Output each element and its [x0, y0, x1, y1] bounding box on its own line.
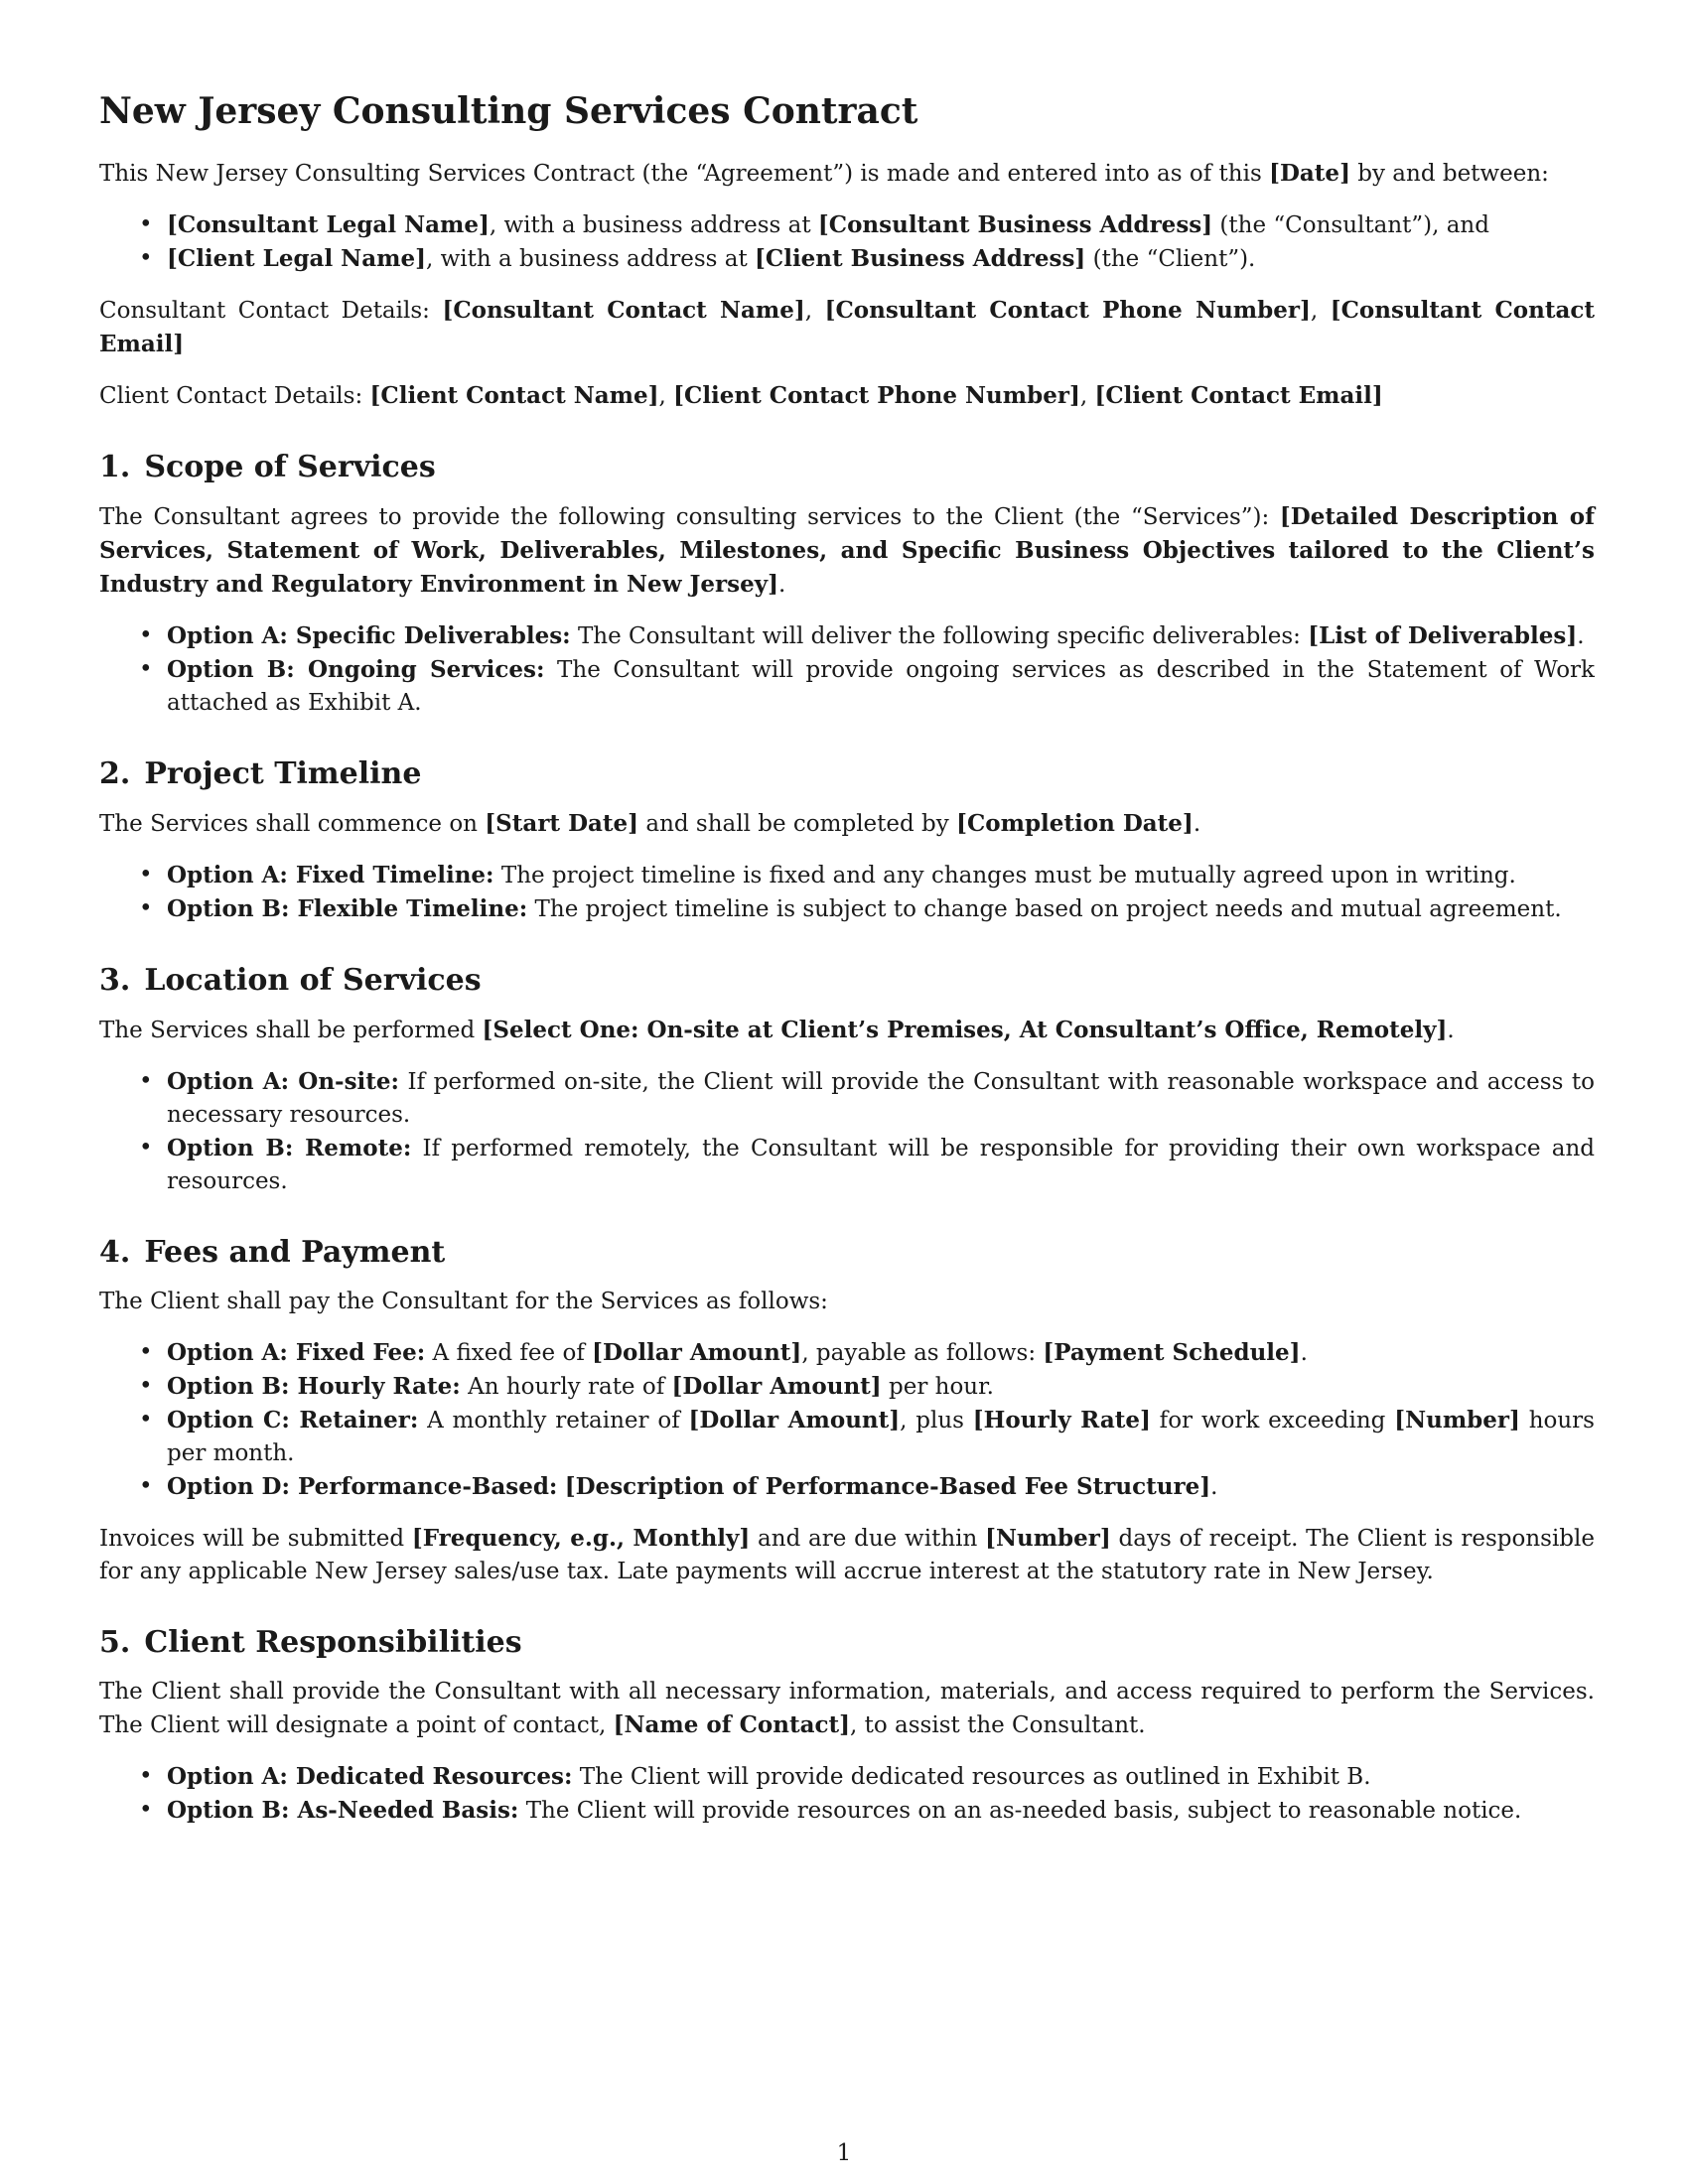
fees-paragraph: The Client shall pay the Consultant for the Services as follows:: [99, 1289, 828, 1314]
scope-options-list: [99, 619, 1595, 720]
option-text: .: [1577, 623, 1585, 649]
option-text: , plus: [900, 1408, 973, 1433]
client-contact-details: [99, 379, 1595, 413]
option-text: An hourly rate of: [460, 1374, 672, 1400]
option-text: for work exceeding: [1150, 1408, 1395, 1433]
option-label: Option D: Performance-Based:: [167, 1473, 558, 1500]
timeline-option-b: [167, 892, 1595, 926]
section-title: Location of Services: [144, 963, 482, 998]
completion-date-placeholder: [Completion Date]: [956, 810, 1194, 837]
option-text: [557, 1474, 564, 1500]
fees-options-list: [99, 1336, 1595, 1504]
client-option-b: [167, 1794, 1595, 1828]
start-date-placeholder: [Start Date]: [485, 810, 639, 837]
intro-text: This New Jersey Consulting Services Contract (the “Agreement”) is made and entered into as of this: [99, 161, 1270, 187]
scope-option-a: [167, 619, 1595, 653]
document-page: [99, 87, 1595, 1845]
paragraph-text: .: [1193, 811, 1201, 837]
timeline-paragraph: [99, 807, 1595, 841]
option-text: A monthly retainer of: [418, 1408, 689, 1433]
date-placeholder: [Date]: [1269, 160, 1350, 187]
dollar-amount-placeholder: [Dollar Amount]: [671, 1373, 882, 1400]
option-text: If performed on-site, the Client will provide the Consultant with reasonable workspace and access to necessary resources.: [167, 1069, 1595, 1128]
location-paragraph: [99, 1014, 1595, 1047]
consultant-address-placeholder: [Consultant Business Address]: [817, 211, 1213, 238]
contact-label: Consultant Contact Details:: [99, 298, 443, 324]
section-title: Project Timeline: [144, 756, 422, 791]
location-options-list: [99, 1065, 1595, 1198]
option-label: Option A: On-site:: [167, 1068, 400, 1095]
paragraph-text: and are due within: [750, 1526, 986, 1552]
party-text: (the “Consultant”), and: [1212, 212, 1489, 238]
option-text: .: [1210, 1474, 1218, 1500]
paragraph-text: days of receipt. The Client is responsible for any applicable New Jersey sales/use tax. Late payments will accrue interest at the statutory rate in New Jersey.: [99, 1526, 1595, 1584]
scope-paragraph: [99, 500, 1595, 602]
client-responsibilities-paragraph: [99, 1676, 1595, 1742]
party-consultant: [167, 208, 1595, 242]
section-title: Scope of Services: [144, 450, 436, 484]
dollar-amount-placeholder: [Dollar Amount]: [688, 1407, 901, 1433]
separator: ,: [804, 298, 825, 324]
option-label: Option B: Ongoing Services:: [167, 656, 545, 683]
option-text: per hour.: [881, 1374, 994, 1400]
location-option-a: [167, 1065, 1595, 1132]
contact-name-placeholder: [Client Contact Name]: [369, 382, 659, 409]
invoices-paragraph: [99, 1522, 1595, 1588]
paragraph-text: The Services shall be performed: [99, 1018, 483, 1043]
section-number: 4.: [99, 1235, 131, 1270]
timeline-options-list: [99, 859, 1595, 926]
option-label: Option A: Dedicated Resources:: [167, 1763, 573, 1790]
contact-email-placeholder: [Consultant Contact Email]: [99, 297, 1595, 357]
paragraph-text: and shall be completed by: [638, 811, 957, 837]
contact-label: Client Contact Details:: [99, 383, 370, 409]
separator: ,: [658, 383, 674, 409]
party-client: [167, 242, 1595, 276]
option-label: Option B: Remote:: [167, 1135, 412, 1161]
section-title: Fees and Payment: [144, 1235, 446, 1270]
contact-name-placeholder: [Name of Contact]: [613, 1711, 851, 1738]
paragraph-text: Invoices will be submitted: [99, 1526, 412, 1552]
section-number: 5.: [99, 1625, 131, 1660]
option-label: Option A: Specific Deliverables:: [167, 622, 571, 649]
section-heading-fees: [99, 1234, 1595, 1272]
frequency-placeholder: [Frequency, e.g., Monthly]: [411, 1525, 751, 1552]
option-text: The Client will provide dedicated resources as outlined in Exhibit B.: [572, 1764, 1371, 1790]
option-text: The Client will provide resources on an as-needed basis, subject to reasonable notice.: [518, 1798, 1522, 1824]
paragraph-text: The Services shall commence on: [99, 811, 486, 837]
contact-email-placeholder: [Client Contact Email]: [1094, 382, 1383, 409]
parties-list: [99, 208, 1595, 276]
timeline-option-a: [167, 859, 1595, 892]
fees-option-c: [167, 1404, 1595, 1470]
number-placeholder: [Number]: [985, 1525, 1111, 1552]
option-text: The project timeline is subject to change based on project needs and mutual agreement.: [527, 896, 1562, 922]
option-text: , payable as follows:: [801, 1340, 1044, 1366]
paragraph-text: , to assist the Consultant.: [850, 1712, 1146, 1738]
section-number: 1.: [99, 450, 131, 484]
paragraph-text: .: [777, 572, 786, 598]
option-label: Option B: Hourly Rate:: [167, 1373, 461, 1400]
paragraph-text: .: [1447, 1018, 1455, 1043]
performance-fee-placeholder: [Description of Performance-Based Fee Structure]: [564, 1473, 1211, 1500]
fees-option-a: [167, 1336, 1595, 1370]
option-label: Option C: Retainer:: [167, 1407, 419, 1433]
client-name-placeholder: [Client Legal Name]: [167, 245, 426, 272]
section-heading-timeline: [99, 755, 1595, 793]
section-heading-client-responsibilities: [99, 1624, 1595, 1662]
hourly-rate-placeholder: [Hourly Rate]: [972, 1407, 1151, 1433]
party-text: , with a business address at: [489, 212, 818, 238]
location-option-b: [167, 1132, 1595, 1198]
option-label: Option B: As-Needed Basis:: [167, 1797, 519, 1824]
scope-option-b: [167, 653, 1595, 720]
deliverables-placeholder: [List of Deliverables]: [1308, 622, 1578, 649]
client-address-placeholder: [Client Business Address]: [755, 245, 1086, 272]
location-select-placeholder: [Select One: On-site at Client’s Premises, At Consultant’s Office, Remotely]: [482, 1017, 1448, 1043]
client-option-a: [167, 1760, 1595, 1794]
option-text: hours per month.: [167, 1408, 1595, 1466]
option-label: Option A: Fixed Fee:: [167, 1339, 426, 1366]
option-text: A fixed fee of: [425, 1340, 593, 1366]
option-text: The project timeline is fixed and any changes must be mutually agreed upon in writing.: [493, 863, 1516, 888]
section-number: 2.: [99, 756, 131, 791]
contact-name-placeholder: [Consultant Contact Name]: [442, 297, 805, 324]
option-text: If performed remotely, the Consultant will be responsible for providing their own workspace and resources.: [167, 1136, 1595, 1194]
option-text: .: [1300, 1340, 1308, 1366]
document-title: New Jersey Consulting Services Contract: [99, 90, 918, 132]
option-label: Option A: Fixed Timeline:: [167, 862, 494, 888]
section-title: Client Responsibilities: [144, 1625, 522, 1660]
fees-option-d: [167, 1470, 1595, 1504]
client-responsibilities-options-list: [99, 1760, 1595, 1828]
section-number: 3.: [99, 963, 131, 998]
contact-phone-placeholder: [Client Contact Phone Number]: [673, 382, 1080, 409]
section-heading-scope: [99, 449, 1595, 486]
fees-option-b: [167, 1370, 1595, 1404]
consultant-contact-details: [99, 294, 1595, 361]
intro-text-end: by and between:: [1349, 161, 1549, 187]
separator: ,: [1079, 383, 1095, 409]
paragraph-text: The Consultant agrees to provide the following consulting services to the Client (the “Services”):: [99, 504, 1280, 530]
party-text: (the “Client”).: [1085, 246, 1256, 272]
consultant-name-placeholder: [Consultant Legal Name]: [167, 211, 490, 238]
option-text: The Consultant will provide ongoing services as described in the Statement of Work attached as Exhibit A.: [167, 657, 1595, 716]
services-description-placeholder: [Detailed Description of Services, Statement of Work, Deliverables, Milestones, and Specific Business Objectives tailored to the Client’s Industry and Regulatory Environment in New Jersey]: [99, 503, 1595, 598]
dollar-amount-placeholder: [Dollar Amount]: [592, 1339, 802, 1366]
option-label: Option B: Flexible Timeline:: [167, 895, 528, 922]
separator: ,: [1310, 298, 1331, 324]
section-heading-location: [99, 962, 1595, 1000]
payment-schedule-placeholder: [Payment Schedule]: [1043, 1339, 1301, 1366]
intro-paragraph: [99, 157, 1595, 191]
paragraph-text: The Client shall provide the Consultant with all necessary information, materials, and access required to perform the Services. The Client will designate a point of contact,: [99, 1679, 1595, 1738]
option-text: The Consultant will deliver the following specific deliverables:: [570, 623, 1309, 649]
contact-phone-placeholder: [Consultant Contact Phone Number]: [824, 297, 1311, 324]
page-number: 1: [836, 2140, 852, 2166]
party-text: , with a business address at: [425, 246, 756, 272]
number-placeholder: [Number]: [1394, 1407, 1520, 1433]
